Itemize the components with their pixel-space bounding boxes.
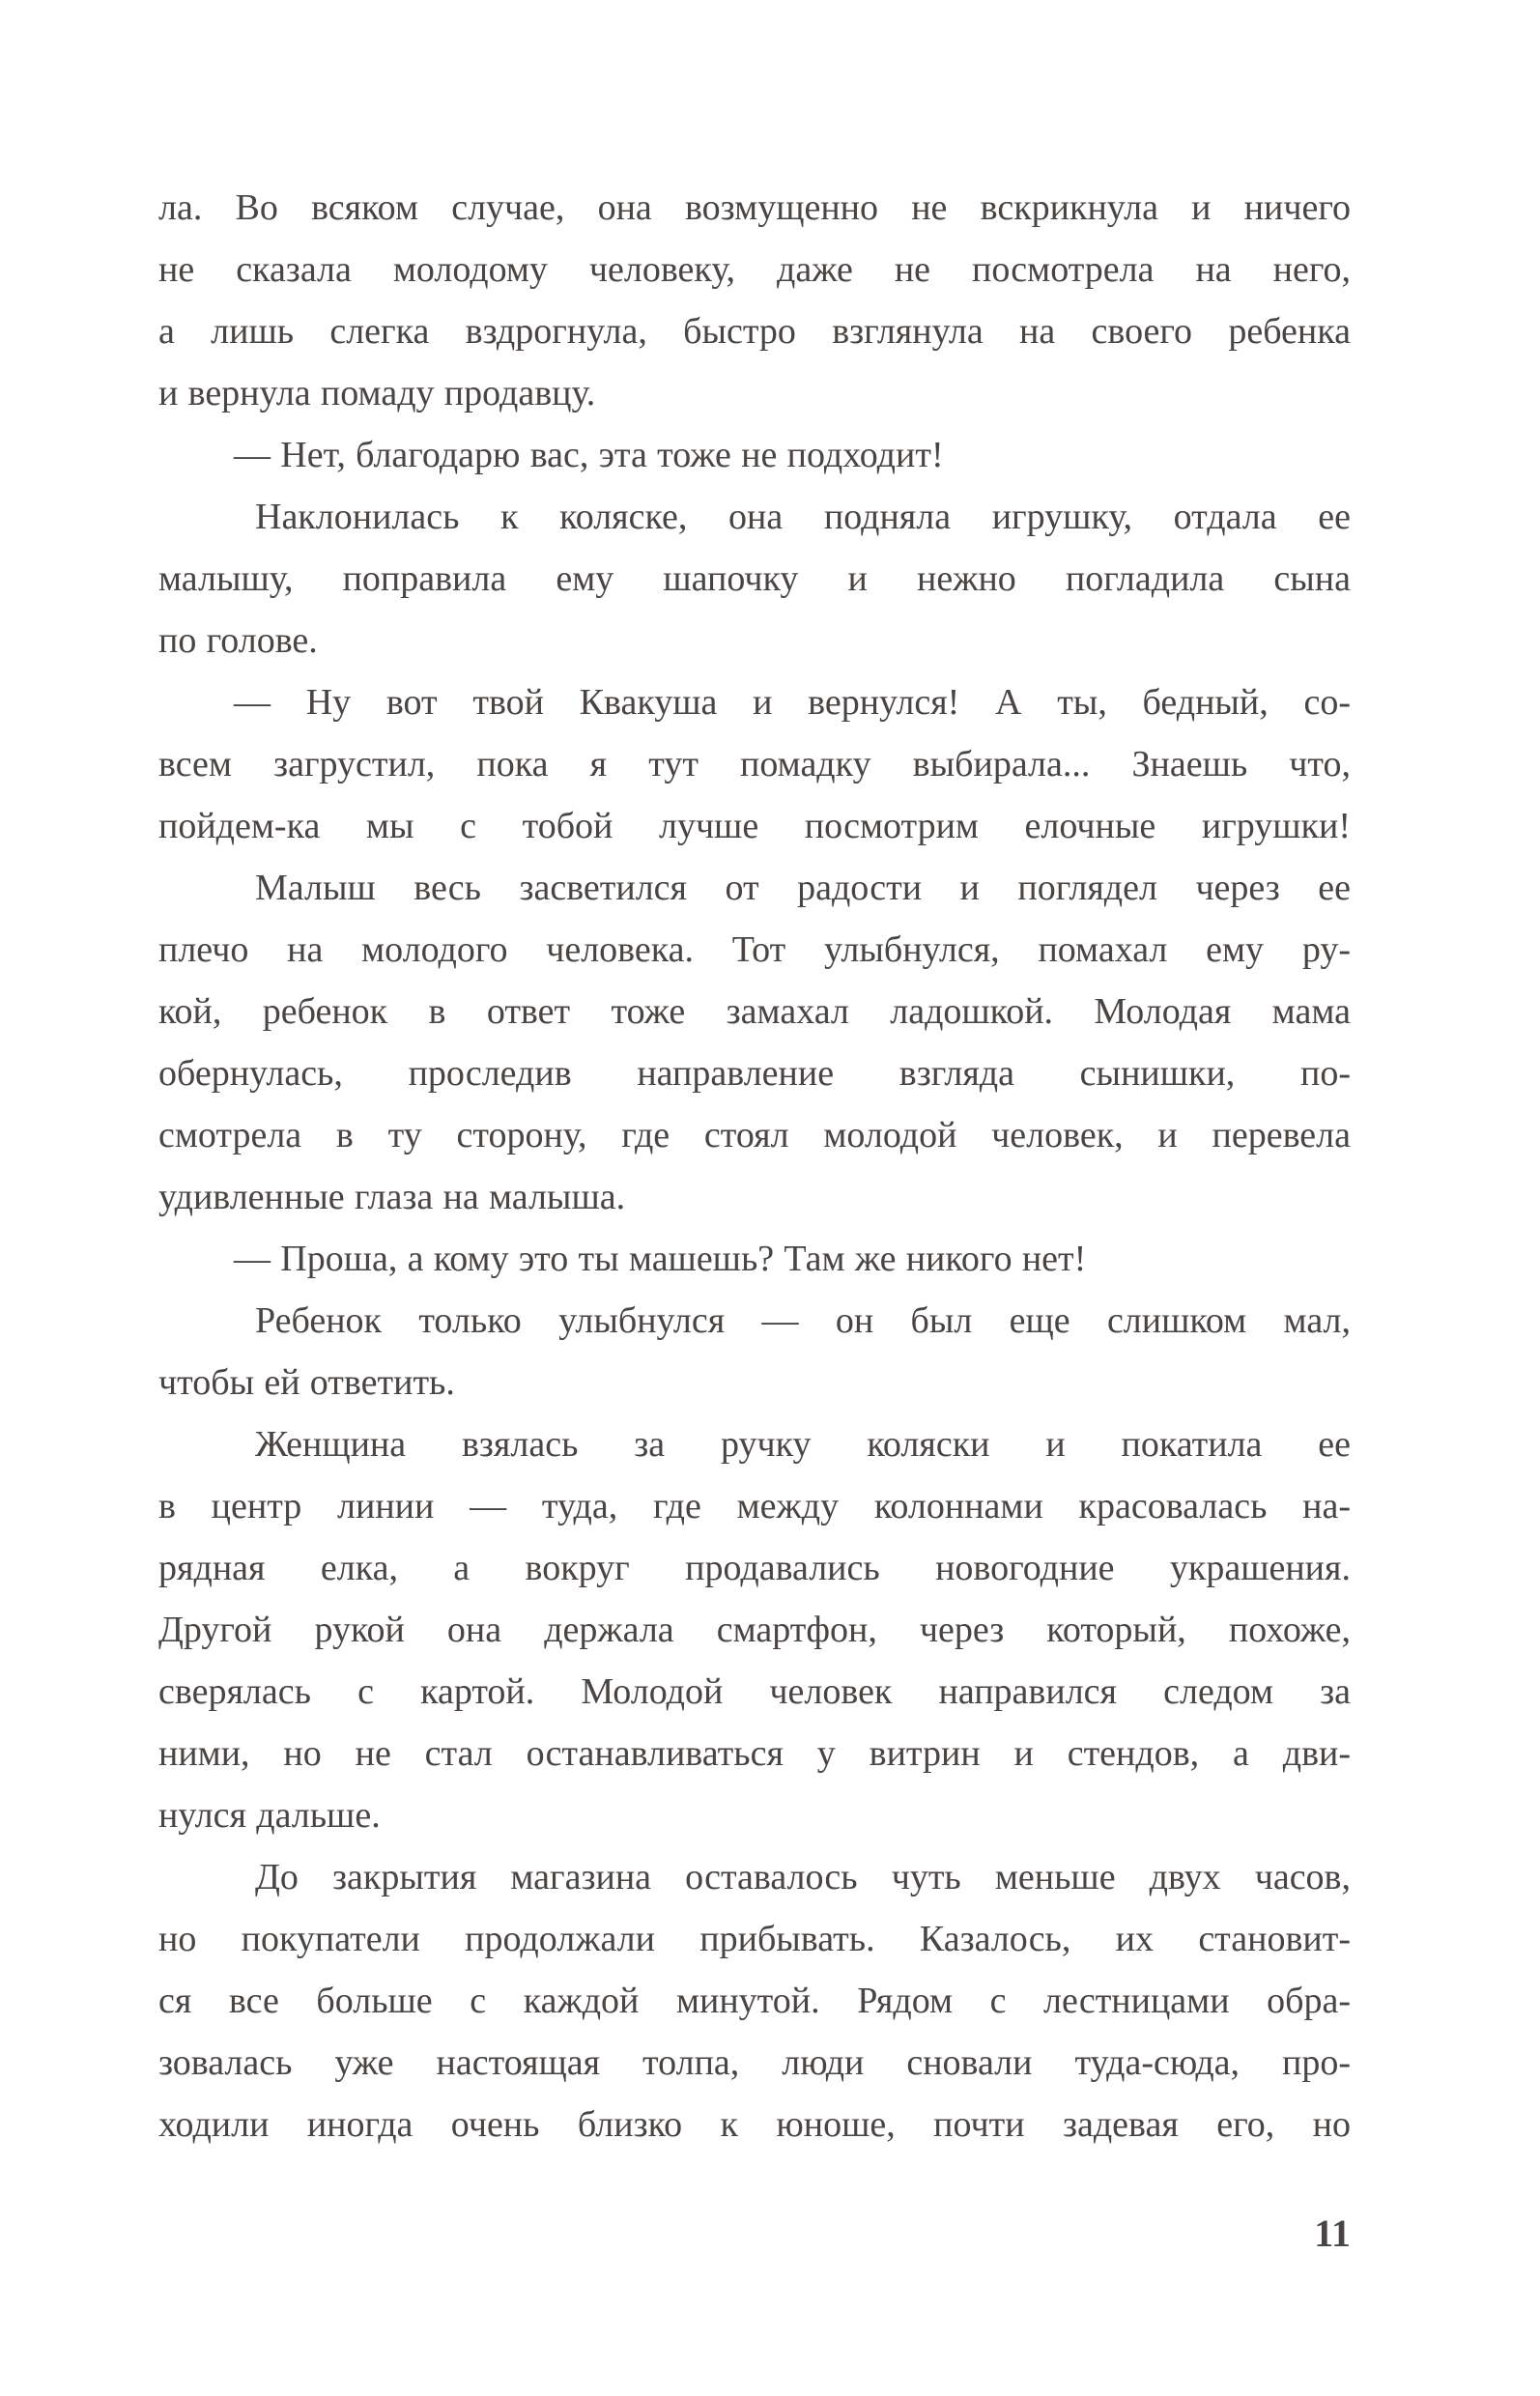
text-line: ся все больше с каждой минутой. Рядом с лестницами обра- — [158, 1981, 1351, 2021]
text-line: но покупатели продолжали прибывать. Казалось, их становит- — [158, 1919, 1351, 1959]
text-line: удивленные глаза на малыша. — [158, 1177, 626, 1217]
text-line: малышу, поправила ему шапочку и нежно погладила сына — [158, 558, 1351, 599]
text-line: в центр линии — туда, где между колоннами красовалась на- — [158, 1486, 1351, 1526]
text-line: кой, ребенок в ответ тоже замахал ладошкой. Молодая мама — [158, 991, 1351, 1032]
text-line: — Нет, благодарю вас, эта тоже не подходит! — [234, 435, 944, 475]
text-line: Другой рукой она держала смартфон, через который, похоже, — [158, 1610, 1351, 1650]
text-line: по голове. — [158, 620, 318, 661]
text-line: рядная елка, а вокруг продавались новогодние украшения. — [158, 1548, 1351, 1588]
text-line: Ребенок только улыбнулся — он был еще слишком мал, — [255, 1300, 1351, 1341]
text-line: всем загрустил, пока я тут помадку выбирала... Знаешь что, — [158, 744, 1351, 784]
text-line: — Ну вот твой Квакуша и вернулся! А ты, бедный, со- — [234, 682, 1351, 723]
text-line: ходили иногда очень близко к юноше, почти задевая его, но — [158, 2104, 1351, 2145]
text-line: — Проша, а кому это ты машешь? Там же никого нет! — [234, 1239, 1087, 1279]
text-line: сверялась с картой. Молодой человек направился следом за — [158, 1671, 1351, 1712]
text-line: Наклонилась к коляске, она подняла игрушку, отдала ее — [255, 497, 1351, 537]
text-line: Малыш весь засветился от радости и поглядел через ее — [255, 868, 1351, 908]
text-line: ла. Во всяком случае, она возмущенно не вскрикнула и ничего — [158, 187, 1351, 228]
text-line: а лишь слегка вздрогнула, быстро взглянула на своего ребенка — [158, 311, 1351, 352]
text-line: До закрытия магазина оставалось чуть меньше двух часов, — [255, 1857, 1351, 1897]
text-line: и вернула помаду продавцу. — [158, 373, 596, 414]
text-line: ними, но не стал останавливаться у витрин и стендов, а дви- — [158, 1733, 1351, 1774]
text-line: нулся дальше. — [158, 1795, 381, 1836]
text-line: не сказала молодому человеку, даже не посмотрела на него, — [158, 249, 1351, 290]
text-line: Женщина взялась за ручку коляски и покатила ее — [255, 1424, 1351, 1465]
text-line: плечо на молодого человека. Тот улыбнулся, помахал ему ру- — [158, 929, 1351, 970]
text-line: обернулась, проследив направление взгляда сынишки, по- — [158, 1053, 1351, 1094]
page-number: 11 — [1314, 2211, 1351, 2255]
text-line: зовалась уже настоящая толпа, люди сновали туда-сюда, про- — [158, 2042, 1351, 2083]
text-line: смотрела в ту сторону, где стоял молодой человек, и перевела — [158, 1115, 1351, 1155]
text-line: чтобы ей ответить. — [158, 1362, 455, 1403]
text-line: пойдем-ка мы с тобой лучше посмотрим елочные игрушки! — [158, 806, 1351, 846]
body-text — [158, 177, 1351, 2155]
